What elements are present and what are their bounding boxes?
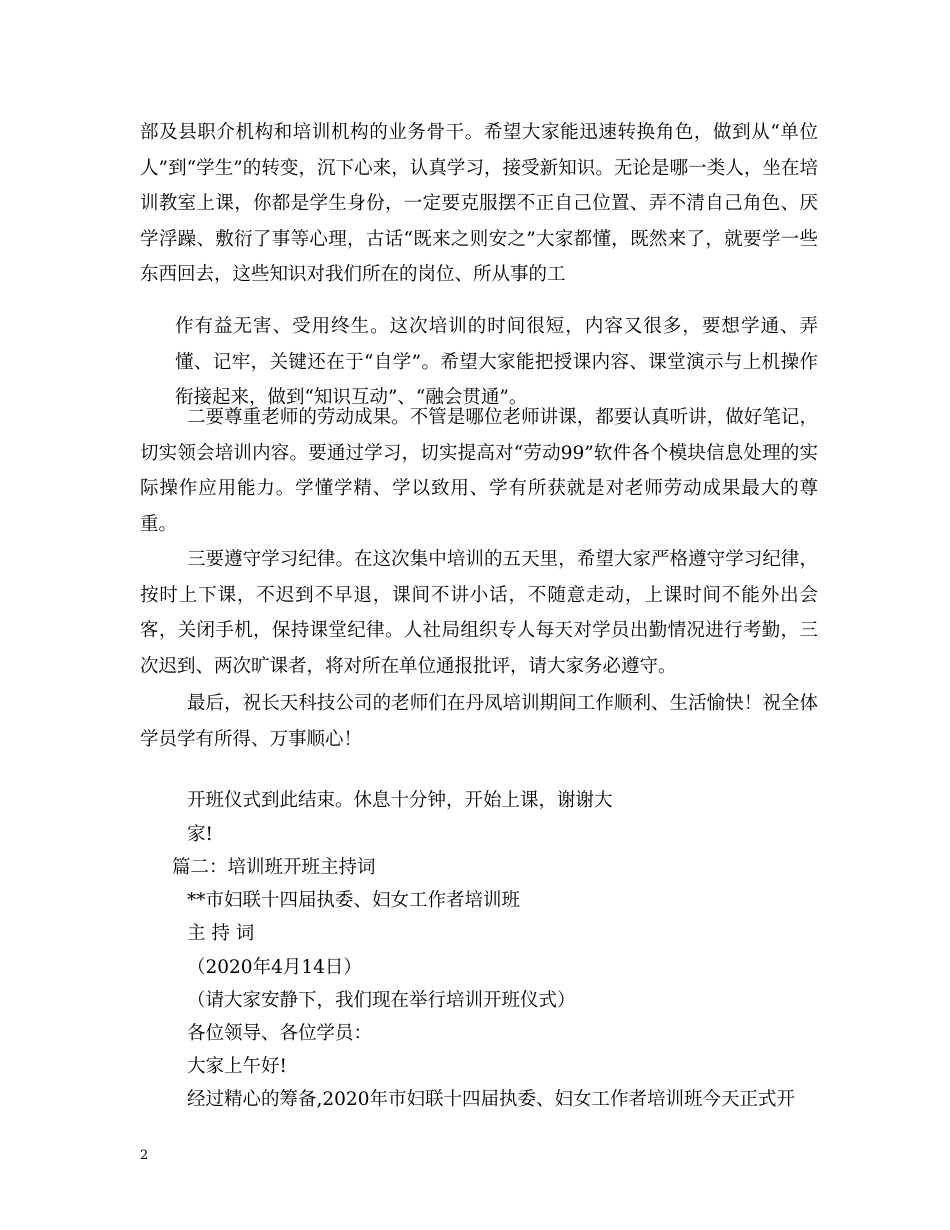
paragraph-5: 最后，祝长天科技公司的老师们在丹凤培训期间工作顺利、生活愉快！祝全体学员学有所得、万事顺心！: [140, 693, 818, 750]
closing-line-end: 家!: [187, 824, 213, 845]
paragraph-2: 作有益无害、受用终生。这次培训的时间很短，内容又很多，要想学通、弄懂、记牢，关键还在于“自学”。希望大家能把授课内容、课堂演示与上机操作衔接起来，做到“知识互动”、“融会贯通”。: [175, 316, 818, 409]
opening-sentence: 经过精心的筹备,2020年市妇联十四届执委、妇女工作者培训班今天正式开: [187, 1089, 795, 1110]
greeting: 大家上午好!: [187, 1056, 287, 1077]
salutation: 各位领导、各位学员：: [187, 1023, 373, 1044]
paragraph-1: 部及县职介机构和培训机构的业务骨干。希望大家能迅速转换角色，做到从“单位人”到“学生”的转变，沉下心来，认真学习，接受新知识。无论是哪一类人，坐在培训教室上课，你都是学生身份，一定要克服摆不正自己位置、弄不清自己角色、厌学浮躁、敷衍了事等心理，古话“既来之则安之”大家都懂，既然来了，就要学一些东西回去，这些知识对我们所在的岗位、所从事的工: [140, 122, 818, 286]
section-heading: 篇二：培训班开班主持词: [172, 857, 376, 878]
stage-direction: （请大家安静下，我们现在举行培训开班仪式）: [187, 990, 576, 1011]
script-title: 主 持 词: [187, 923, 255, 944]
paragraph-3: 二要尊重老师的劳动成果。不管是哪位老师讲课，都要认真听讲，做好笔记，切实领会培训内容。要通过学习，切实提高对“劳动99”软件各个模块信息处理的实际操作应用能力。学懂学精、学以致用、学有所获就是对老师劳动成果最大的尊重。: [140, 407, 818, 535]
event-date: （2020年4月14日）: [187, 957, 362, 978]
closing-line: 开班仪式到此结束。休息十分钟，开始上课，谢谢大: [187, 790, 613, 811]
event-title: **市妇联十四届执委、妇女工作者培训班: [187, 890, 521, 911]
page-number: 2: [140, 1148, 149, 1163]
paragraph-4: 三要遵守学习纪律。在这次集中培训的五天里，希望大家严格遵守学习纪律，按时上下课，不迟到不早退，课间不讲小话，不随意走动，上课时间不能外出会客，关闭手机，保持课堂纪律。人社局组织专人每天对学员出勤情况进行考勤，三次迟到、两次旷课者，将对所在单位通报批评，请大家务必遵守。: [140, 549, 818, 677]
